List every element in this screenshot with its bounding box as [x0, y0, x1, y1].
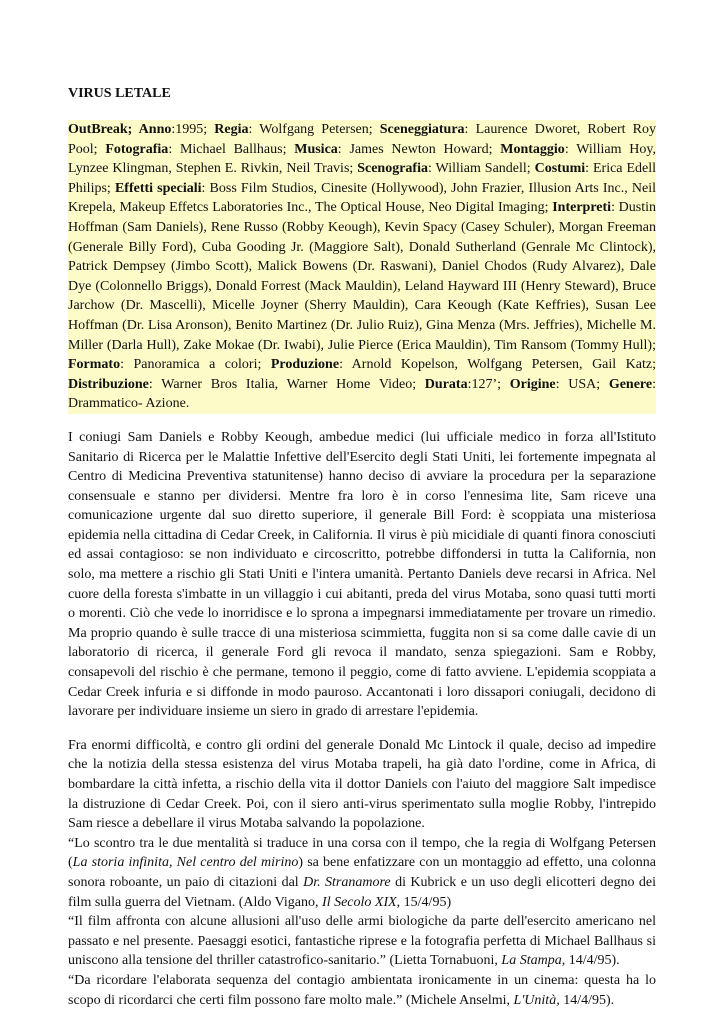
credit-label: Effetti speciali: [114, 180, 202, 196]
quote-italic: L'Unità,: [513, 992, 560, 1008]
review-quote: [68, 834, 656, 912]
credit-label: Sceneggiatura: [379, 122, 465, 137]
quote-text: di Kubrick e un uso degli elicotteri degno dei film sulla guerra del Vietnam. (Aldo Vigano,: [68, 874, 656, 910]
credit-value: : Wolfgang Petersen;: [248, 122, 380, 137]
credit-label: Costumi: [534, 161, 586, 177]
credit-value: : Drammatico- Azione.: [68, 376, 656, 412]
plot-paragraph: I coniugi Sam Daniels e Robby Keough, ambedue medici (lui ufficiale medico in forza all'Istituto Sanitario di Ricerca per le Malattie Infettive dell'Esercito degli Stati Uniti, lei fortemente impegnata al Centro di Medicina Preventiva statunitense) hanno deciso di avviare la procedura per la separazione consensuale e stanno per dividersi. Mentre fra loro è in corso l'ennesima lite, Sam riceve una comunicazione urgente dal suo diretto superiore, il generale Bill Ford: è scoppiata una misteriosa epidemia nella cittadina di Cedar Creek, in California. Il virus è più micidiale di quanti finora conosciuti ed assai contagioso: se non individuato e circoscritto, potrebbe diffondersi in tutta la California, non solo, ma mettere a rischio gli Stati Uniti e l'intera umanità. Pertanto Daniels deve recarsi in Africa. Nel cuore della foresta s'imbatte in un villaggio i cui abitanti, preda del virus Motaba, sono quasi tutti morti o morenti. Ciò che vede lo inorridisce e lo sprona a impegnarsi immediatamente per trovare un rimedio. Ma proprio quando è sulle tracce di una misteriosa scimmietta, fuggita non si sa come dalle cavie di un laboratorio di ricerca, il generale Ford gli revoca il mandato, senza spiegazioni. Sam e Robby, consapevoli del rischio è che permane, temono il peggio, come di fatto avviene. L'epidemia scoppiata a Cedar Creek infuria e si diffonde in modo pauroso. Accantonati i loro dissapori coniugali, decidono di lavorare per individuare insieme un siero in grado di arrestare l'epidemia.: [68, 429, 656, 720]
credit-value: : James Newton Howard;: [337, 141, 501, 157]
credit-label: Distribuzione: [68, 376, 149, 392]
quote-italic: La storia infinita, Nel centro del mirino: [72, 855, 299, 871]
credit-value: : Warner Bros Italia, Warner Home Video;: [148, 376, 425, 392]
credit-value: : Erica Edell Philips;: [68, 161, 656, 196]
credit-label: Regia: [214, 122, 249, 137]
review-quote: [68, 912, 656, 971]
quote-text: 14/4/95).: [559, 992, 615, 1008]
credit-label: Formato: [68, 357, 121, 373]
quote-text: ) sa bene enfatizzare con un montaggio ad effetto, una colonna sonora roboante, un paio di citazioni dal: [68, 855, 656, 890]
quote-italic: Dr. Stranamore: [303, 874, 391, 890]
review-quote: [68, 971, 656, 1010]
credit-value: : William Hoy, Lynzee Klingman, Stephen E. Rivkin, Neil Travis;: [68, 141, 656, 177]
quote-text: “Lo scontro tra le due mentalità si traduce in una corsa con il tempo, che la regia di Wolfgang Petersen (: [68, 835, 656, 871]
credit-value: :127’;: [467, 376, 510, 392]
film-credits: [68, 120, 656, 414]
credit-value: : USA;: [555, 376, 609, 392]
credit-label: Genere: [608, 376, 653, 392]
document-title: VIRUS LETALE: [68, 86, 171, 101]
credit-value: : Michael Ballhaus;: [168, 141, 295, 157]
credit-value: : Dustin Hoffman (Sam Daniels), Rene Russo (Robby Keough), Kevin Spacy (Casey Schuler), Morgan Freeman (Generale Billy Ford), Cuba Gooding Jr. (Maggiore Salt), Donald Sutherland (Genrale Mc Clintock), Patrick Dempsey (Jimbo Scott), Malick Bowens (Dr. Raswani), Daniel Chodos (Rudy Alvarez), Dale Dye (Colonnello Briggs), Donald Forrest (Mack Mauldin), Leland Hayward III (Henry Steward), Bruce Jarchow (Dr. Mascelli), Micelle Joyner (Sherry Mauldin), Cara Keough (Kate Keffries), Susan Lee Hoffman (Dr. Lisa Aronson), Benito Martinez (Dr. Julio Ruiz), Gina Menza (Mrs. Jeffries), Michelle M. Miller (Darla Hull), Zake Mokae (Dr. Iwabi), Julie Pierce (Erica Mauldin), Tim Ransom (Tommy Hull);: [68, 200, 656, 353]
quote-text: , 14/4/95).: [561, 953, 620, 969]
credit-value: : Laurence Dworet, Robert Roy Pool;: [68, 122, 657, 157]
credit-label: Scenografia: [357, 161, 428, 177]
credit-label: Fotografia: [105, 141, 169, 157]
credit-label: OutBreak; Anno: [68, 122, 172, 137]
credit-label: Produzione: [270, 357, 340, 373]
credit-label: Montaggio: [500, 141, 565, 157]
credit-label: Durata: [424, 376, 468, 392]
credit-value: : Panoramica a colori;: [120, 357, 271, 373]
plot-paragraph: Fra enormi difficoltà, e contro gli ordini del generale Donald Mc Lintock il quale, deciso ad impedire che la notizia della stessa esistenza del virus Motaba trapeli, ha già dato l'ordine, come in Africa, di bombardare la città infetta, a rischio della vita il dottor Daniels con l'aiuto del maggiore Salt impedisce la distruzione di Cedar Creek. Poi, con il siero anti-virus sperimentato sulla moglie Robby, l'intrepido Sam riesce a debellare il virus Motaba salvando la popolazione.: [68, 737, 656, 832]
quote-text: , 15/4/95): [396, 894, 452, 910]
quote-text: “Il film affronta con alcune allusioni all'uso delle armi biologiche da parte dell'esercito americano nel passato e nel presente. Paesaggi esotici, fantastiche riprese e la fotografia perfetta di Michael Ballhaus si uniscono alla tensione del thriller catastrofico-sanitario.” (Lietta Tornabuoni,: [68, 914, 656, 969]
document-page: [68, 84, 656, 1010]
credit-label: Musica: [294, 141, 338, 157]
credit-value: :1995;: [171, 122, 215, 137]
credit-value: : Arnold Kopelson, Wolfgang Petersen, Gail Katz;: [339, 357, 656, 373]
credit-label: Origine: [509, 376, 556, 392]
quote-text: “Da ricordare l'elaborata sequenza del contagio ambientata ironicamente in un cinema: questa ha lo scopo di ricordarci che certi film possono fare molto male.” (Michele Anselmi,: [68, 972, 656, 1008]
credit-value: : William Sandell;: [427, 161, 535, 177]
credit-value: : Boss Film Studios, Cinesite (Hollywood), John Frazier, Illusion Arts Inc., Neil Krepela, Makeup Effetcs Laboratories Inc., The Optical House, Neo Digital Imaging;: [68, 180, 657, 216]
quote-italic: La Stampa: [501, 953, 562, 969]
quote-italic: Il Secolo XIX: [322, 894, 397, 910]
credit-label: Interpreti: [552, 200, 612, 216]
